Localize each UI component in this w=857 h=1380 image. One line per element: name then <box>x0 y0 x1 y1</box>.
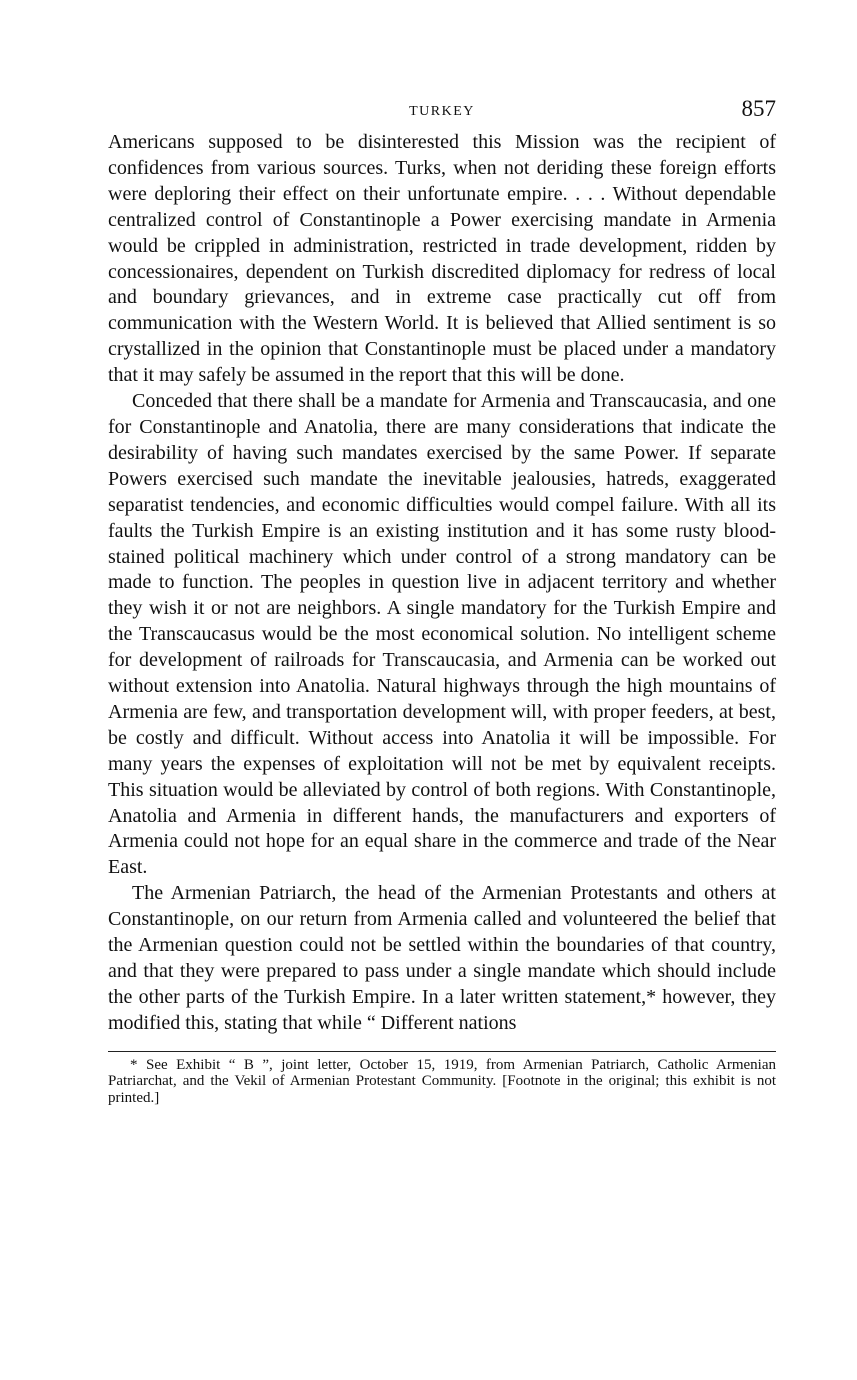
paragraph-1: Americans supposed to be disinterested this Mission was the recipient of confidences from various sources. Turks, when not deriding these foreign efforts were deploring their effect on their unfortunate empire. . . . Without dependable centralized control of Constantinople a Power exercising mandate in Armenia would be crippled in administration, restricted in trade development, ridden by concessionaires, dependent on Turkish discredited diplomacy for redress of local and boundary grievances, and in extreme case practically cut off from communication with the Western World. It is believed that Allied sentiment is so crystallized in the opinion that Constantinople must be placed under a mandatory that it may safely be assumed in the report that this will be done. <box>108 131 776 387</box>
running-head <box>108 96 776 130</box>
paragraph-2: Conceded that there shall be a mandate for Armenia and Transcaucasia, and one for Constantinople and Anatolia, there are many considerations that indicate the desirability of having such mandates exercised by the same Power. If separate Powers exercised such mandate the inevitable jealousies, hatreds, exaggerated separatist tendencies, and economic difficulties would compel failure. With all its faults the Turkish Empire is an existing institution and it has some rusty blood-stained political machinery which under control of a strong mandatory can be made to function. The peoples in question live in adjacent territory and whether they wish it or not are neighbors. A single mandatory for the Turkish Empire and the Transcaucasus would be the most economical solution. No intelligent scheme for development of railroads for Transcaucasia, and Armenia can be worked out without extension into Anatolia. Natural highways through the high mountains of Armenia are few, and transportation development will, with proper feeders, at best, be costly and difficult. Without access into Anatolia it will be impossible. For many years the expenses of exploitation will not be met by equivalent receipts. This situation would be alleviated by control of both regions. With Constantinople, Anatolia and Armenia in different hands, the manufacturers and exporters of Armenia could not hope for an equal share in the commerce and trade of the Near East. <box>108 390 776 879</box>
footnote: * See Exhibit “ B ”, joint letter, October 15, 1919, from Armenian Patriarch, Catholic Armenian Patriarchat, and the Vekil of Armenian Protestant Community. [Footnote in the original; this exhibit is not printed.] <box>108 1056 776 1106</box>
running-title: TURKEY <box>409 104 475 119</box>
body-text <box>108 130 776 1037</box>
document-page <box>108 96 776 1106</box>
paragraph-3: The Armenian Patriarch, the head of the Armenian Protestants and others at Constantinople, on our return from Armenia called and volunteered the belief that the Armenian question could not be settled within the boundaries of that country, and that they were prepared to pass under a single mandate which should include the other parts of the Turkish Empire. In a later written statement,* however, they modified this, stating that while “ Different nations <box>108 882 776 1034</box>
page-number: 857 <box>741 96 776 121</box>
footnote-divider <box>108 1051 776 1052</box>
